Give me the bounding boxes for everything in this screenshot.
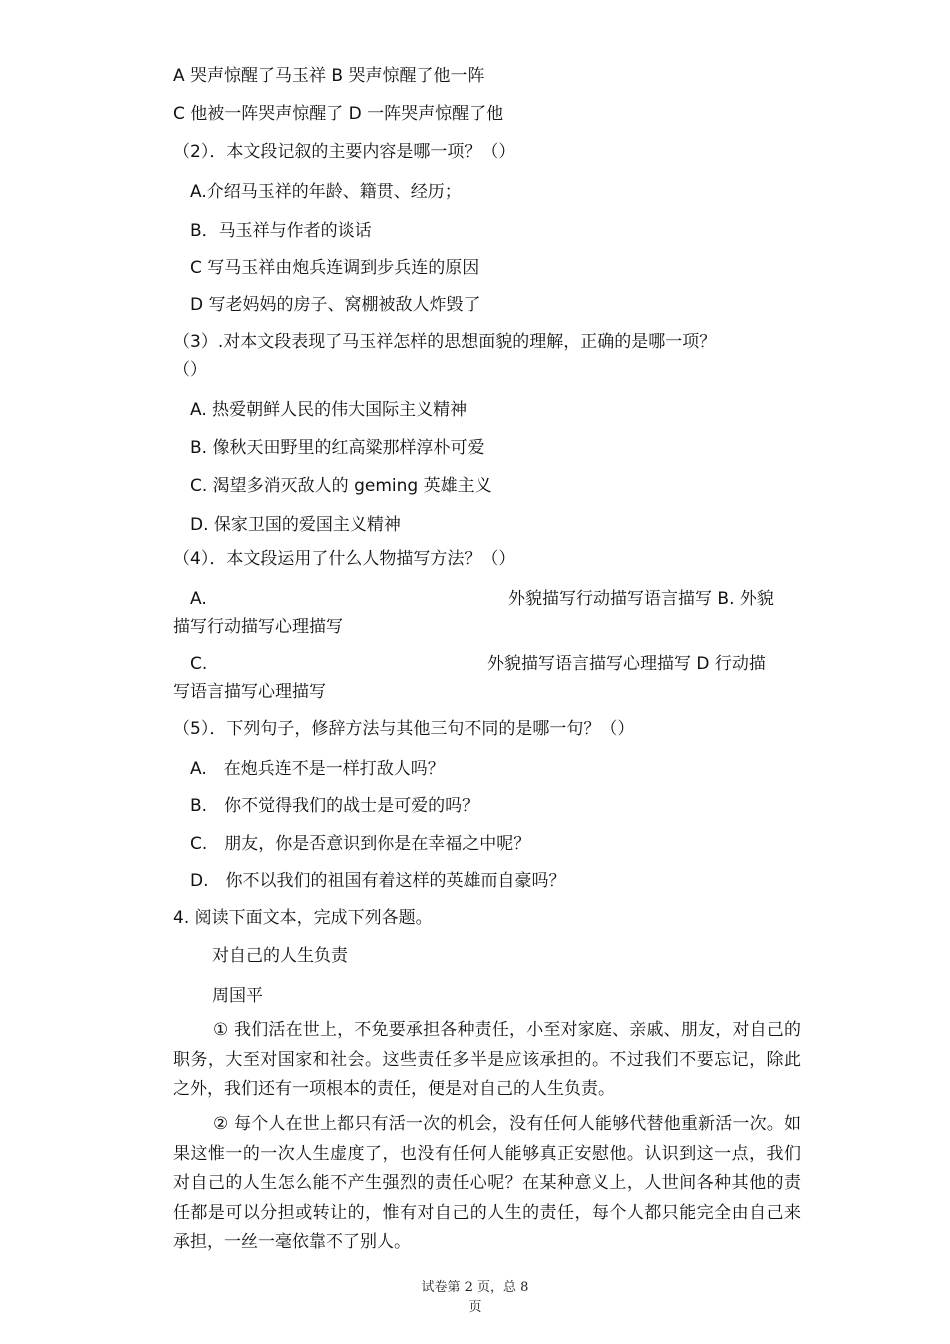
q3-sub4-option-c-text: 外貌描写语言描写心理描写 D 行动描: [487, 654, 766, 674]
q3-sub3-option-c: C. 渴望多消灭敌人的 geming 英雄主义: [190, 476, 492, 496]
article-title: 对自己的人生负责: [212, 946, 348, 966]
q3-sub4-stem: （4）．本文段运用了什么人物描写方法？（）: [173, 549, 516, 569]
q3-sub4-option-c-wrap: 写语言描写心理描写: [173, 682, 326, 702]
q3-sub2-option-b: B．马玉祥与作者的谈话: [190, 221, 372, 241]
q3-sub5-option-d: D. 你不以我们的祖国有着这样的英雄而自豪吗？: [190, 871, 566, 891]
page-number-line1: 试卷第 2 页，总 8: [421, 1280, 529, 1295]
q3-sub1-options-line2: C 他被一阵哭声惊醒了 D 一阵哭声惊醒了他: [173, 104, 504, 124]
q3-sub4-option-a-label: A.: [190, 589, 207, 609]
q3-sub1-options-line1: A 哭声惊醒了马玉祥 B 哭声惊醒了他一阵: [173, 66, 485, 86]
q3-sub3-stem: （3）.对本文段表现了马玉祥怎样的思想面貌的理解，正确的是哪一项？: [173, 332, 717, 352]
page-number-line2: 页: [468, 1300, 482, 1315]
q3-sub3-option-a: A. 热爱朝鲜人民的伟大国际主义精神: [190, 400, 468, 420]
q3-sub3-stem-wrap: （）: [173, 360, 207, 380]
q3-sub4-option-a-text: 外貌描写行动描写语言描写 B. 外貌: [508, 589, 774, 609]
q4-stem: 4. 阅读下面文本，完成下列各题。: [173, 908, 433, 928]
q3-sub2-option-d: D 写老妈妈的房子、窝棚被敌人炸毁了: [190, 295, 481, 315]
q3-sub2-option-c: C 写马玉祥由炮兵连调到步兵连的原因: [190, 258, 480, 278]
article-paragraph-1: ① 我们活在世上，不免要承担各种责任，小至对家庭、亲戚、朋友，对自己的职务，大至对国家和社会。这些责任多半是应该承担的。不过我们不要忘记，除此之外，我们还有一项根本的责任，便是对自己的人生负责。: [173, 1020, 801, 1099]
q3-sub2-stem: （2）．本文段记叙的主要内容是哪一项？（）: [173, 142, 516, 162]
q3-sub4-option-a-wrap: 描写行动描写心理描写: [173, 617, 343, 637]
q3-sub3-option-b: B. 像秋天田野里的红高粱那样淳朴可爱: [190, 438, 485, 458]
q3-sub3-option-d: D. 保家卫国的爱国主义精神: [190, 515, 401, 535]
q3-sub5-option-b: B. 你不觉得我们的战士是可爱的吗？: [190, 796, 480, 816]
page-footer: [0, 1278, 950, 1318]
q3-sub5-option-a: A. 在炮兵连不是一样打敌人吗？: [190, 759, 445, 779]
q3-sub5-option-c: C. 朋友，你是否意识到你是在幸福之中呢？: [190, 834, 531, 854]
article-author: 周国平: [212, 986, 263, 1006]
q3-sub4-option-c-label: C.: [190, 654, 208, 674]
q3-sub5-stem: （5）．下列句子，修辞方法与其他三句不同的是哪一句？（）: [173, 719, 635, 739]
article-paragraph-2: ② 每个人在世上都只有活一次的机会，没有任何人能够代替他重新活一次。如果这惟一的一次人生虚度了，也没有任何人能够真正安慰他。认识到这一点，我们对自己的人生怎么能不产生强烈的责任心呢？在某种意义上，人世间各种其他的责任都是可以分担或转让的，惟有对自己的人生的责任，每个人都只能完全由自己来承担，一丝一毫依靠不了别人。: [173, 1114, 801, 1252]
q3-sub2-option-a: A.介绍马玉祥的年龄、籍贯、经历；: [190, 182, 462, 202]
